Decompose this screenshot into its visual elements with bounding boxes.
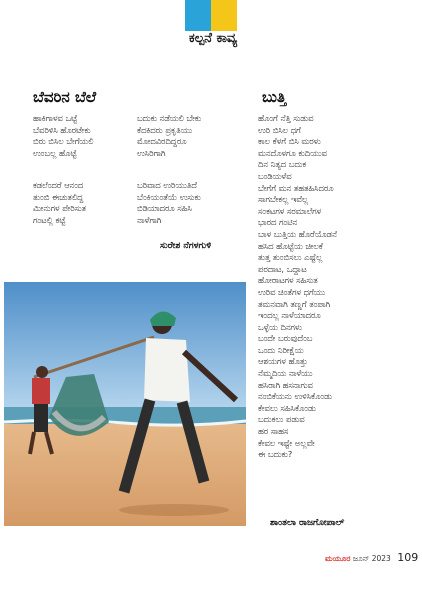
section-title bbox=[170, 31, 256, 51]
poem-line: ಒಳ್ಳೆಯ ದಿನಗಳು bbox=[258, 321, 303, 332]
poem-line: ತುತ್ತ ತುಂಬಿಸಲು ಎಷ್ಟೆಲ್ಲ bbox=[258, 252, 323, 263]
page-number: 109 bbox=[397, 551, 419, 564]
poem-line: ನೆಮ್ಮದಿಯ ನಾಳೆಯು bbox=[258, 368, 313, 379]
poem-line: ಕೇವಲು ಸಹಿಸಿಕೊಂಡು bbox=[258, 402, 316, 413]
fishermen-beach-photo bbox=[4, 282, 246, 526]
poem-line: ಹಾಕಿಗಾಳವ ಒಟ್ಟೆ bbox=[33, 113, 78, 123]
poem1-title: ಬೆವರಿನ ಬೆಲೆ bbox=[33, 88, 97, 106]
fisherman-left-shirt bbox=[32, 378, 50, 404]
poem-line: ಭಾರದ ಗಂಟಿನ bbox=[258, 217, 298, 228]
section-title-text: ಕಲ್ಪನೆ ಕಾವ್ಯ bbox=[185, 31, 241, 46]
poem-line: ಬೆಂಕಿಯಂತೆಯೆ ಉಸುಕು bbox=[137, 191, 201, 202]
poem-line: ಕೇವಲ ಇಷ್ಟೇ ಅಲ್ಲವೇ bbox=[258, 437, 315, 448]
poem-line: ಮೀನುಗಳ ಪೇರಿಸುತ bbox=[33, 203, 87, 214]
poem-line: ನಂಬಿಕೆಯನು ಉಳಿಸಿಕೊಂಡು bbox=[258, 391, 333, 402]
poem-line: ದಿನ ನಿತ್ಯದ ಬದುಕ bbox=[258, 159, 307, 170]
poem-line: ಬೆವರಿಳಿಸಿ ಹೊರಟೇಕು bbox=[33, 124, 91, 135]
poem-line: ಹಸಿರಾಗಿ ಹಸನಾಗುವ bbox=[258, 379, 313, 390]
page-footer bbox=[325, 551, 418, 564]
poem1-stanza-2 bbox=[137, 113, 201, 159]
poem-line: ಬೇಗೆಗೆ ಮನ ತಹತಹಿಸಿದರೂ bbox=[258, 182, 334, 193]
poem-line: ಹಸಿದ ಹೊಟ್ಟೆಯ ಚೀಲಕೆ bbox=[258, 240, 323, 251]
fisherman-left-head bbox=[36, 366, 48, 378]
poem-line: ಹರ ಸಾಹಸ bbox=[258, 426, 289, 437]
poem-line: ತಮನವಾಗಿ ತಣ್ಣಗೆ ತಂಪಾಗಿ bbox=[258, 298, 331, 309]
poem1-stanza-1 bbox=[33, 113, 93, 159]
poem-line: ಗಂಟಲ್ಲಿ ಕಟ್ಟೆ bbox=[33, 214, 66, 225]
poem-line: ನಾಳೆಗಾಗಿ bbox=[137, 214, 162, 225]
poem1-stanza-4 bbox=[137, 180, 201, 226]
poem-line: ಬಿಡಿಯಾದರೂ ಸಹಿಸಿ bbox=[137, 203, 192, 214]
fisherman-right-shirt bbox=[144, 338, 190, 402]
poem-line: ಹೋರಾಟಗಳ ಸಹಿಸುತ bbox=[258, 275, 318, 286]
poem-line: ಉಂಬಲ್ಲ ಹೊಟ್ಟೆ bbox=[33, 147, 77, 158]
poem-line: ಹೊಂಗೆ ನೆತ್ತಿ ಸುಡುವ bbox=[258, 113, 314, 123]
poem-line: ಕಡಲೆಂದರೆ ಆನಂದ bbox=[33, 180, 84, 190]
poem-line: ಕೆದಕಿದರು ಪ್ರಕೃತಿಯು bbox=[137, 124, 193, 135]
poem-line: ಉರಿವ ಚಿಂತೆಗಳ ಧಗೆಯು bbox=[258, 286, 326, 297]
poem-line: ಉರಿ ಬಿಸಿಲ ಧಗೆ bbox=[258, 124, 301, 135]
issue-date: ಜೂನ್ 2023 bbox=[352, 554, 391, 563]
poem-line: ಇಂದಲ್ಲ ನಾಳೆಯಾದರೂ bbox=[258, 310, 321, 321]
poem1-stanza-3 bbox=[33, 180, 86, 226]
poem2-body bbox=[258, 113, 337, 461]
poem-line: ಬಂದೇ ಬರುವುದೆಂಬ bbox=[258, 333, 313, 344]
magazine-brand: ಮಯೂರ bbox=[325, 554, 351, 563]
poem-line: ಬದುಕು ನಡೆಯಲಿ ಬೇಕು bbox=[137, 113, 202, 123]
poem1-author: ಸುರೇಶ ನೆಗಳಗುಳಿ bbox=[160, 241, 212, 251]
poem-line: ಆಶಯಗಳ ಹೊತ್ತು bbox=[258, 356, 308, 367]
poem-line: ಉಸಿರಿಗಾಗಿ bbox=[137, 147, 166, 158]
poem-line: ಬದುಕಲು ಪಡುವ bbox=[258, 414, 305, 425]
poem2-title: ಬುತ್ತಿ bbox=[262, 88, 287, 106]
poem-line: ಬಾಳ ಬುತ್ತಿಯ ಹೊರೆಯೊಡನೆ bbox=[258, 228, 337, 239]
poem-line: ಪರದಾಟ, ಒದ್ದಾಟ bbox=[258, 263, 307, 274]
poem2-author: ಶಾಂತಲಾ ರಾಜಗೋಪಾಲ್ bbox=[270, 518, 345, 528]
poem-line: ಬರಿವಾದ ಉರಿಯುತಿದೆ bbox=[137, 180, 197, 190]
shadow bbox=[119, 504, 229, 516]
poem-line: ಮನದೊಳಗೂ ಕುದಿಯುವ bbox=[258, 147, 327, 158]
poem-line: ಸಾಗಬೇಕಲ್ಲ ಇವೆಲ್ಲ bbox=[258, 194, 309, 205]
poem-line: ಮೋದವಿರದಿದ್ದರೂ bbox=[137, 136, 187, 147]
poem-line: ಒಂದು ನಿರೀಕ್ಷೆಯ bbox=[258, 344, 304, 355]
poem-line: ಈ ಬದುಕು? bbox=[258, 449, 293, 460]
poem-line: ಬಿರು ಬಿಸಿಲ ಬೇಗೆಯಲಿ bbox=[33, 136, 94, 147]
fisherman-left-legs bbox=[34, 404, 48, 432]
poem-line: ಸಂಕಟಗಳ ಸರಮಾಲೆಗಳ bbox=[258, 205, 322, 216]
poem-line: ತುಂಬಿ ಈಚುತಲಿದ್ದ bbox=[33, 191, 84, 202]
poem-line: ಬಂಡಿಯಳೆವ bbox=[258, 170, 292, 181]
poem-line: ಕಾಲ ಕೆಳಗೆ ಬಿಸಿ ಮರಳು bbox=[258, 136, 321, 147]
